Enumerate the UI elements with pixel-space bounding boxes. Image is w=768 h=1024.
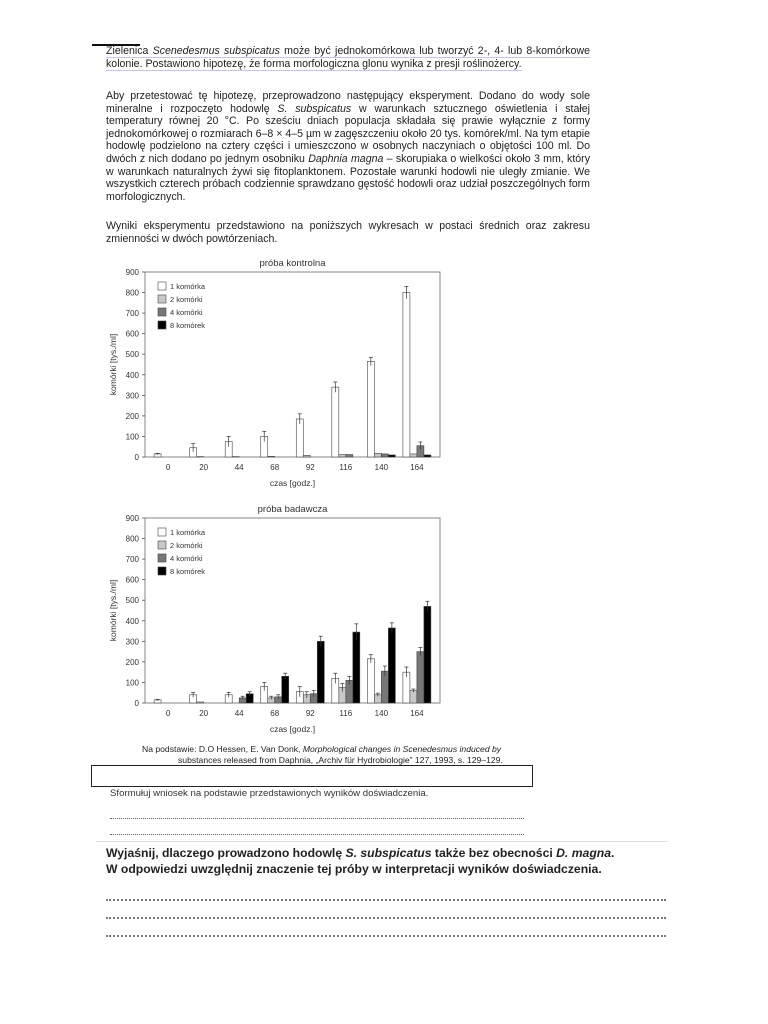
bar-1 (332, 387, 339, 457)
legend-swatch (158, 554, 166, 562)
intro-paragraph-1: Zielenica Scenedesmus subspicatus może być jednokomórkowa lub tworzyć 2-, 4- lub 8-komórkowe kolonie. Postawiono hipotezę, że forma morfologiczna glonu wynika z presji roślinożercy. (106, 45, 590, 70)
bar-2 (410, 691, 417, 703)
y-tick-label: 300 (125, 637, 139, 647)
y-tick-label: 900 (125, 514, 139, 523)
legend-label: 1 komórka (170, 282, 206, 291)
bar-2 (374, 453, 381, 457)
y-tick-label: 800 (125, 288, 139, 298)
x-tick-label: 0 (165, 463, 171, 472)
y-axis-label: komórki [tys./ml] (108, 333, 118, 396)
bar-2 (268, 456, 275, 457)
bar-4 (388, 628, 395, 703)
bar-4 (424, 606, 431, 703)
x-tick-label: 20 (199, 463, 209, 472)
x-tick-label: 164 (410, 709, 424, 718)
y-tick-label: 200 (125, 657, 139, 667)
answer-line-3[interactable] (106, 893, 666, 901)
y-tick-label: 100 (125, 678, 139, 688)
bar-4 (388, 455, 395, 457)
bar-3 (417, 652, 424, 703)
bar-4 (317, 641, 324, 703)
y-tick-label: 500 (125, 350, 139, 360)
answer-line-2[interactable] (110, 828, 524, 835)
legend-swatch (158, 541, 166, 549)
legend-label: 8 komórek (170, 567, 206, 576)
intro-paragraph-3: Wyniki eksperymentu przedstawiono na poniższych wykresach w postaci średnich oraz zakresu zmienności w dwóch powtórzeniach. (106, 220, 590, 245)
x-tick-label: 92 (305, 709, 315, 718)
legend-swatch (158, 567, 166, 575)
y-tick-label: 900 (125, 268, 139, 277)
x-tick-label: 44 (234, 709, 244, 718)
y-tick-label: 800 (125, 534, 139, 544)
x-tick-label: 68 (270, 709, 280, 718)
legend-swatch (158, 321, 166, 329)
chart-title: próba kontrolna (259, 258, 326, 269)
source-citation: Na podstawie: D.O Hessen, E. Van Donk, Morphological changes in Scenedesmus induced by substances released from Daphnia, „Archiv für Hydrobiologie” 127, 1993, s. 129–129. (142, 744, 503, 765)
y-tick-label: 0 (134, 453, 139, 462)
y-tick-label: 700 (125, 309, 139, 319)
question-1: Sformułuj wniosek na podstawie przedstawionych wyników doświadczenia. (110, 788, 429, 799)
test-chart-svg (100, 498, 445, 743)
x-tick-label: 164 (410, 463, 424, 472)
legend-label: 2 komórki (170, 541, 203, 550)
answer-line-1[interactable] (110, 812, 524, 819)
bar-1 (367, 361, 374, 457)
intro-paragraph-2: Aby przetestować tę hipotezę, przeprowadzono następujący eksperyment. Dodano do wody sole mineralne i rozpoczęto hodowlę S. subspicatus w warunkach sztucznego oświetlenia i stałej temperatury równej 20 °C. Po sześciu dniach populacja składała się prawie wyłącznie z formy jednokomórkowej o rozmiarach 6–8 × 4–5 µm w zagęszczeniu około 20 tys. komórek/ml. Na tym etapie hodowlę podzielono na cztery części i umieszczono w osobnych naczyniach o objętości 100 ml. Do dwóch z nich dodano po jednym osobniku Daphnia magna – skorupiaka o wielkości około 3 mm, który w warunkach naturalnych żywi się fitoplanktonem. Pozostałe warunki hodowli nie uległy zmianie. We wszystkich czterech próbach codziennie sprawdzano gęstość hodowli oraz udział poszczególnych form morfologicznych. (106, 90, 590, 203)
x-tick-label: 68 (270, 463, 280, 472)
x-tick-label: 0 (165, 709, 171, 718)
bar-2 (410, 454, 417, 457)
bar-4 (282, 676, 289, 703)
y-tick-label: 600 (125, 329, 139, 339)
control-chart-svg (100, 252, 445, 497)
bar-3 (381, 454, 388, 457)
answer-line-5[interactable] (106, 929, 666, 937)
x-tick-label: 116 (339, 463, 353, 472)
y-tick-label: 100 (125, 432, 139, 442)
y-tick-label: 600 (125, 575, 139, 585)
x-tick-label: 140 (374, 463, 389, 472)
legend-swatch (158, 308, 166, 316)
answer-line-4[interactable] (106, 911, 666, 919)
y-axis-label: komórki [tys./ml] (108, 579, 118, 642)
legend-swatch (158, 295, 166, 303)
answer-box (91, 765, 533, 787)
y-tick-label: 200 (125, 411, 139, 421)
legend-label: 4 komórki (170, 308, 203, 317)
bar-1 (367, 659, 374, 703)
x-axis-label: czas [godz.] (269, 478, 316, 488)
x-tick-label: 20 (199, 709, 209, 718)
bar-2 (339, 455, 346, 457)
y-tick-label: 0 (134, 699, 139, 708)
legend-label: 8 komórek (170, 321, 206, 330)
legend-label: 1 komórka (170, 528, 206, 537)
bar-4 (353, 632, 360, 703)
y-tick-label: 500 (125, 596, 139, 606)
x-tick-label: 140 (374, 709, 389, 718)
legend-swatch (158, 528, 166, 536)
legend-label: 4 komórki (170, 554, 203, 563)
x-tick-label: 92 (305, 463, 315, 472)
bar-3 (346, 455, 353, 457)
y-tick-label: 700 (125, 555, 139, 565)
divider (96, 841, 668, 842)
control-sample-chart (100, 252, 445, 497)
x-tick-label: 116 (339, 709, 353, 718)
x-axis-label: czas [godz.] (269, 724, 316, 734)
bar-2 (303, 455, 310, 457)
chart-title: próba badawcza (257, 504, 328, 515)
bar-1 (403, 293, 410, 457)
question-2: Wyjaśnij, dlaczego prowadzono hodowlę S. subspicatus także bez obecności D. magna. W odpowiedzi uwzględnij znaczenie tej próby w interpretacji wyników doświadczenia. (106, 846, 615, 876)
y-tick-label: 400 (125, 370, 139, 380)
x-tick-label: 44 (234, 463, 244, 472)
bar-1 (296, 419, 303, 457)
legend-swatch (158, 282, 166, 290)
y-tick-label: 400 (125, 616, 139, 626)
legend-label: 2 komórki (170, 295, 203, 304)
y-tick-label: 300 (125, 391, 139, 401)
bar-4 (424, 455, 431, 457)
bar-2 (197, 702, 204, 703)
test-sample-chart (100, 498, 445, 743)
